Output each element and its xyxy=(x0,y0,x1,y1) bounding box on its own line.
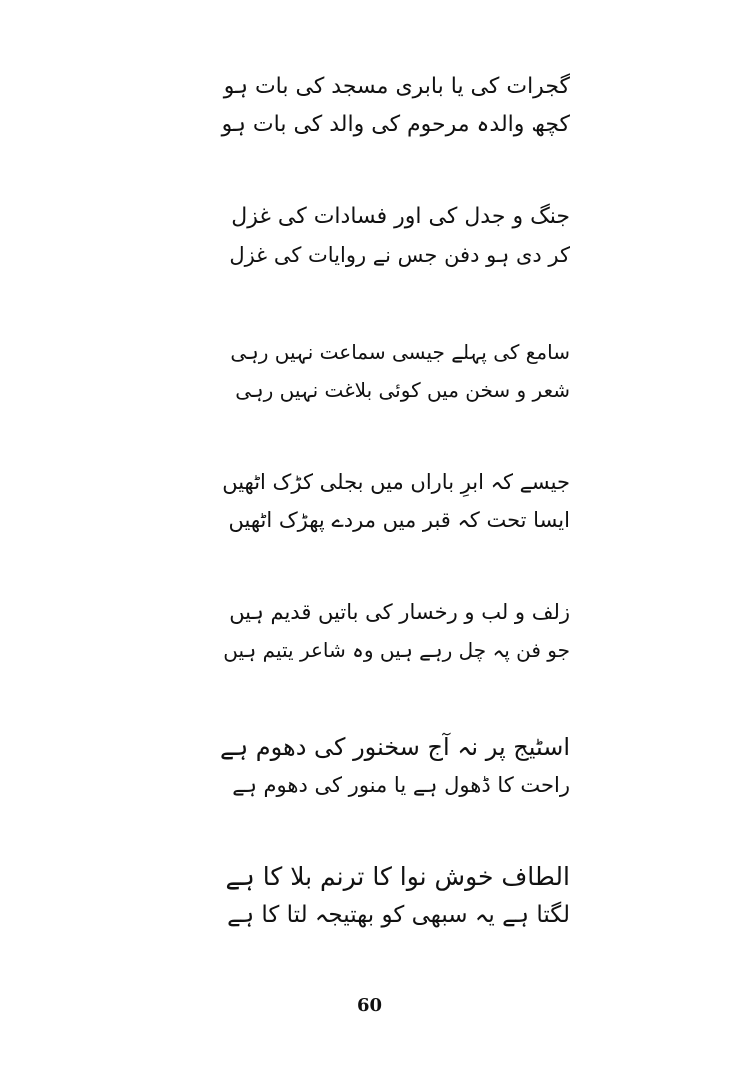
stanza-4 xyxy=(220,463,570,539)
verse-line: لگتا ہے یہ سبھی کو بھتیجہ لتا کا ہے xyxy=(227,902,570,928)
page-number: 60 xyxy=(356,995,383,1016)
verse-line: کچھ والدہ مرحوم کی والد کی بات ہو xyxy=(221,112,570,137)
verse-line: زلف و لب و رخسار کی باتیں قدیم ہیں xyxy=(229,600,570,624)
stanza-7 xyxy=(220,858,570,934)
verse-line: کر دی ہو دفن جس نے روایات کی غزل xyxy=(229,243,570,267)
verse-line: الطاف خوش نوا کا ترنم بلا کا ہے xyxy=(225,862,570,891)
verse-line: اسٹیج پر نہ آج سخنور کی دھوم ہے xyxy=(220,733,570,761)
stanza-5 xyxy=(220,593,570,669)
stanza-6 xyxy=(220,728,570,804)
verse-line: جنگ و جدل کی اور فسادات کی غزل xyxy=(231,204,570,229)
stanza-1 xyxy=(220,68,570,144)
verse-line: ایسا تحت کہ قبر میں مردے پھڑک اٹھیں xyxy=(228,508,570,532)
verse-line: جو فن پہ چل رہے ہیں وہ شاعر یتیم ہیں xyxy=(223,638,570,662)
stanza-2 xyxy=(220,198,570,274)
verse-line: شعر و سخن میں کوئی بلاغت نہیں رہی xyxy=(235,378,570,402)
verse-line: گجرات کی یا بابری مسجد کی بات ہو xyxy=(223,74,570,99)
verse-line: سامع کی پہلے جیسی سماعت نہیں رہی xyxy=(230,340,570,364)
stanza-3 xyxy=(220,333,570,409)
verse-line: راحت کا ڈھول ہے یا منور کی دھوم ہے xyxy=(232,773,570,797)
verse-line: جیسے کہ ابرِ باراں میں بجلی کڑک اٹھیں xyxy=(222,470,570,494)
